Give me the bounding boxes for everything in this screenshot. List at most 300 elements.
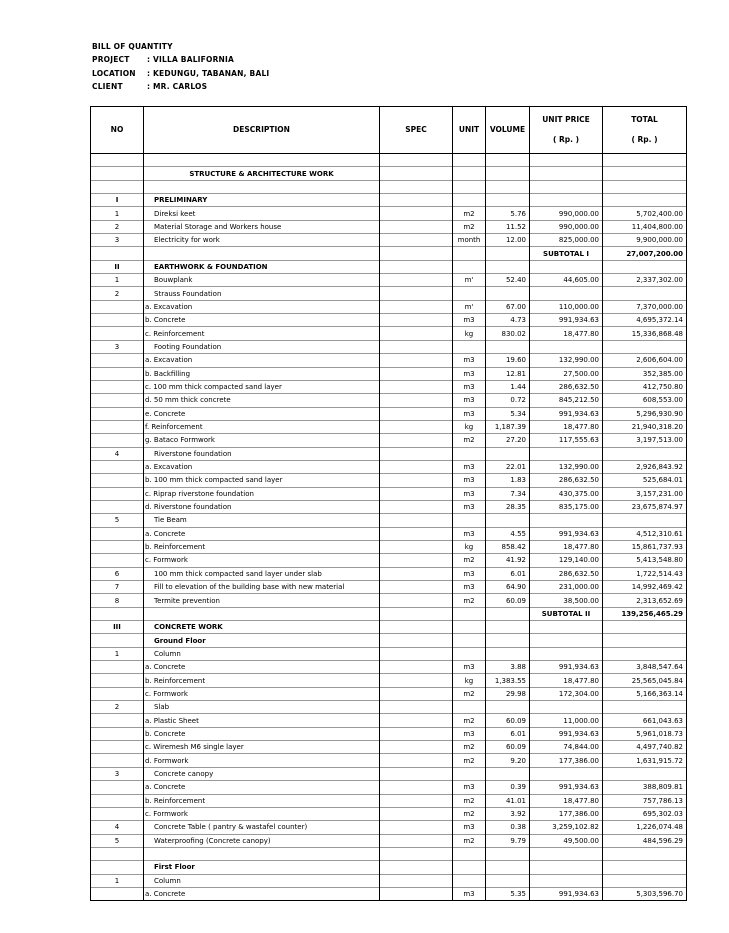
cell-no xyxy=(91,314,144,327)
cell-volume: 41.92 xyxy=(486,554,530,567)
cell-total: 4,512,310.61 xyxy=(603,527,687,540)
cell-unit-price xyxy=(530,340,603,353)
cell-spec xyxy=(380,194,453,207)
cell-unit-price xyxy=(530,647,603,660)
cell-volume: 6.01 xyxy=(486,727,530,740)
cell-total: 412,750.80 xyxy=(603,380,687,393)
cell-unit xyxy=(453,861,486,874)
cell-unit: m3 xyxy=(453,527,486,540)
cell-unit: m2 xyxy=(453,714,486,727)
document-header xyxy=(92,40,269,94)
cell-spec xyxy=(380,407,453,420)
table-row-blank xyxy=(91,847,687,860)
cell-unit-price: 18,477.80 xyxy=(530,327,603,340)
cell-no xyxy=(91,687,144,700)
cell-unit xyxy=(453,287,486,300)
cell-unit: m3 xyxy=(453,500,486,513)
cell-total xyxy=(603,154,687,167)
cell-description: Strauss Foundation xyxy=(144,287,380,300)
cell-description: Column xyxy=(144,874,380,887)
unit-price-currency: ( Rp. ) xyxy=(552,135,580,144)
cell-volume xyxy=(486,340,530,353)
unit-price-label: UNIT PRICE xyxy=(542,115,590,124)
cell-unit xyxy=(453,447,486,460)
cell-total xyxy=(603,634,687,647)
cell-volume xyxy=(486,514,530,527)
cell-total xyxy=(603,194,687,207)
cell-spec xyxy=(380,314,453,327)
table-row-sub xyxy=(91,727,687,740)
cell-volume: 12.81 xyxy=(486,367,530,380)
cell-unit: m2 xyxy=(453,741,486,754)
cell-total xyxy=(603,701,687,714)
project-line xyxy=(92,53,269,66)
cell-no xyxy=(91,434,144,447)
cell-total: 5,413,548.80 xyxy=(603,554,687,567)
table-row-item xyxy=(91,207,687,220)
cell-spec xyxy=(380,434,453,447)
table-row-sub xyxy=(91,540,687,553)
cell-total xyxy=(603,767,687,780)
cell-no xyxy=(91,327,144,340)
cell-no xyxy=(91,460,144,473)
table-row-sub xyxy=(91,674,687,687)
table-body xyxy=(91,154,687,901)
cell-unit-price: 11,000.00 xyxy=(530,714,603,727)
cell-description: d. Riverstone foundation xyxy=(144,500,380,513)
table-row-sub xyxy=(91,714,687,727)
cell-total xyxy=(603,621,687,634)
cell-volume: 858.42 xyxy=(486,540,530,553)
cell-unit: m3 xyxy=(453,581,486,594)
cell-total xyxy=(603,287,687,300)
cell-total: 23,675,874.97 xyxy=(603,500,687,513)
cell-unit: kg xyxy=(453,674,486,687)
cell-no: 1 xyxy=(91,874,144,887)
cell-description: d. Formwork xyxy=(144,754,380,767)
cell-spec xyxy=(380,581,453,594)
cell-volume xyxy=(486,767,530,780)
cell-total: 695,302.03 xyxy=(603,807,687,820)
cell-description: d. 50 mm thick concrete xyxy=(144,394,380,407)
table-row-sub xyxy=(91,661,687,674)
table-row-sub xyxy=(91,754,687,767)
cell-total: 352,385.00 xyxy=(603,367,687,380)
cell-description: b. Concrete xyxy=(144,314,380,327)
cell-volume: 11.52 xyxy=(486,220,530,233)
cell-unit: m2 xyxy=(453,687,486,700)
cell-description: a. Concrete xyxy=(144,527,380,540)
cell-total: 2,313,652.69 xyxy=(603,594,687,607)
cell-unit: m2 xyxy=(453,434,486,447)
cell-unit xyxy=(453,607,486,620)
cell-spec xyxy=(380,794,453,807)
cell-no xyxy=(91,781,144,794)
cell-spec xyxy=(380,367,453,380)
cell-no xyxy=(91,554,144,567)
cell-spec xyxy=(380,567,453,580)
table-row-sub xyxy=(91,354,687,367)
col-no-header: NO xyxy=(91,107,144,154)
cell-total: 7,370,000.00 xyxy=(603,300,687,313)
cell-unit-price xyxy=(530,260,603,273)
cell-unit-price: 430,375.00 xyxy=(530,487,603,500)
cell-no: 5 xyxy=(91,834,144,847)
cell-description: CONCRETE WORK xyxy=(144,621,380,634)
cell-description: a. Excavation xyxy=(144,354,380,367)
table-row-section xyxy=(91,194,687,207)
cell-total: 525,684.01 xyxy=(603,474,687,487)
cell-volume: 0.72 xyxy=(486,394,530,407)
cell-unit: m2 xyxy=(453,794,486,807)
table-row-sub xyxy=(91,487,687,500)
table-row-sub xyxy=(91,781,687,794)
cell-unit-price xyxy=(530,701,603,714)
cell-description: b. Reinforcement xyxy=(144,674,380,687)
cell-volume: 9.79 xyxy=(486,834,530,847)
cell-spec xyxy=(380,781,453,794)
cell-no xyxy=(91,714,144,727)
cell-spec xyxy=(380,287,453,300)
cell-spec xyxy=(380,821,453,834)
cell-unit xyxy=(453,634,486,647)
table-header xyxy=(91,107,687,154)
cell-unit-price xyxy=(530,287,603,300)
cell-unit: m3 xyxy=(453,460,486,473)
cell-description: STRUCTURE & ARCHITECTURE WORK xyxy=(144,167,380,180)
cell-total: 388,809.81 xyxy=(603,781,687,794)
cell-volume: 4.73 xyxy=(486,314,530,327)
table-row-item xyxy=(91,340,687,353)
cell-no xyxy=(91,300,144,313)
cell-no: 1 xyxy=(91,647,144,660)
cell-total: 1,631,915.72 xyxy=(603,754,687,767)
cell-volume: 19.60 xyxy=(486,354,530,367)
cell-unit-price xyxy=(530,514,603,527)
cell-unit-price xyxy=(530,194,603,207)
cell-spec xyxy=(380,394,453,407)
table-row-section xyxy=(91,634,687,647)
cell-total xyxy=(603,180,687,193)
cell-volume: 27.20 xyxy=(486,434,530,447)
cell-spec xyxy=(380,834,453,847)
cell-description: Bouwplank xyxy=(144,274,380,287)
cell-unit-price: 38,500.00 xyxy=(530,594,603,607)
cell-no xyxy=(91,380,144,393)
cell-no: 5 xyxy=(91,514,144,527)
table-row-sub xyxy=(91,741,687,754)
cell-no xyxy=(91,247,144,260)
table-row-sub xyxy=(91,794,687,807)
cell-unit-price: 18,477.80 xyxy=(530,674,603,687)
cell-volume: 0.38 xyxy=(486,821,530,834)
cell-volume: 67.00 xyxy=(486,300,530,313)
cell-volume: 29.98 xyxy=(486,687,530,700)
location-value: : KEDUNGU, TABANAN, BALI xyxy=(147,68,270,78)
cell-volume: 22.01 xyxy=(486,460,530,473)
cell-unit: m2 xyxy=(453,207,486,220)
cell-volume xyxy=(486,154,530,167)
cell-volume xyxy=(486,287,530,300)
cell-volume xyxy=(486,874,530,887)
cell-no: I xyxy=(91,194,144,207)
cell-unit xyxy=(453,260,486,273)
cell-volume: 5.34 xyxy=(486,407,530,420)
cell-no xyxy=(91,674,144,687)
cell-no xyxy=(91,847,144,860)
cell-no: 2 xyxy=(91,701,144,714)
cell-no: 2 xyxy=(91,287,144,300)
col-unit-header: UNIT xyxy=(453,107,486,154)
cell-no xyxy=(91,807,144,820)
table-row-subtotal xyxy=(91,607,687,620)
cell-unit-price: 74,844.00 xyxy=(530,741,603,754)
cell-description: Footing Foundation xyxy=(144,340,380,353)
table-row-item xyxy=(91,834,687,847)
cell-spec xyxy=(380,327,453,340)
cell-unit-price: 825,000.00 xyxy=(530,234,603,247)
cell-no: 1 xyxy=(91,274,144,287)
cell-spec xyxy=(380,380,453,393)
cell-no: 4 xyxy=(91,821,144,834)
cell-unit-price: 991,934.63 xyxy=(530,887,603,900)
cell-spec xyxy=(380,474,453,487)
cell-spec xyxy=(380,607,453,620)
cell-total: 608,553.00 xyxy=(603,394,687,407)
cell-unit: m3 xyxy=(453,367,486,380)
cell-total: 5,303,596.70 xyxy=(603,887,687,900)
table-row-sub xyxy=(91,500,687,513)
cell-unit-price: 44,605.00 xyxy=(530,274,603,287)
cell-description: c. Wiremesh M6 single layer xyxy=(144,741,380,754)
cell-volume xyxy=(486,607,530,620)
cell-description: b. 100 mm thick compacted sand layer xyxy=(144,474,380,487)
cell-no: III xyxy=(91,621,144,634)
cell-description: 100 mm thick compacted sand layer under slab xyxy=(144,567,380,580)
table-row-sub xyxy=(91,687,687,700)
cell-no xyxy=(91,887,144,900)
cell-volume: 1,187.39 xyxy=(486,420,530,433)
total-currency: ( Rp. ) xyxy=(631,135,658,144)
cell-unit-price xyxy=(530,621,603,634)
table-row-sub xyxy=(91,314,687,327)
cell-spec xyxy=(380,634,453,647)
cell-spec xyxy=(380,234,453,247)
cell-unit-price xyxy=(530,767,603,780)
cell-no xyxy=(91,487,144,500)
cell-total xyxy=(603,874,687,887)
cell-volume xyxy=(486,647,530,660)
cell-spec xyxy=(380,687,453,700)
cell-unit-price xyxy=(530,447,603,460)
cell-description: b. Concrete xyxy=(144,727,380,740)
cell-unit-price: 991,934.63 xyxy=(530,727,603,740)
cell-no xyxy=(91,354,144,367)
cell-unit-price xyxy=(530,167,603,180)
table-row-sub xyxy=(91,420,687,433)
cell-spec xyxy=(380,861,453,874)
table-row-blank xyxy=(91,180,687,193)
cell-unit-price: 18,477.80 xyxy=(530,540,603,553)
cell-unit-price: 172,304.00 xyxy=(530,687,603,700)
table-row-sub xyxy=(91,394,687,407)
cell-unit-price: 231,000.00 xyxy=(530,581,603,594)
cell-unit: m3 xyxy=(453,781,486,794)
table-row-item xyxy=(91,287,687,300)
total-label: TOTAL xyxy=(631,115,658,124)
cell-no xyxy=(91,367,144,380)
cell-total xyxy=(603,340,687,353)
cell-spec xyxy=(380,674,453,687)
cell-unit-price: SUBTOTAL I xyxy=(530,247,603,260)
cell-total xyxy=(603,647,687,660)
cell-unit-price: 110,000.00 xyxy=(530,300,603,313)
cell-description: c. Formwork xyxy=(144,554,380,567)
col-volume-header: VOLUME xyxy=(486,107,530,154)
cell-description: a. Concrete xyxy=(144,887,380,900)
cell-unit: kg xyxy=(453,327,486,340)
table-row-sub xyxy=(91,474,687,487)
cell-spec xyxy=(380,260,453,273)
cell-description: c. Formwork xyxy=(144,687,380,700)
table-row-section xyxy=(91,621,687,634)
cell-unit-price: 132,990.00 xyxy=(530,460,603,473)
cell-description: EARTHWORK & FOUNDATION xyxy=(144,260,380,273)
cell-unit-price: 286,632.50 xyxy=(530,474,603,487)
cell-unit-price: 129,140.00 xyxy=(530,554,603,567)
cell-no xyxy=(91,661,144,674)
table-row-item xyxy=(91,220,687,233)
cell-no xyxy=(91,167,144,180)
cell-spec xyxy=(380,647,453,660)
cell-spec xyxy=(380,727,453,740)
cell-unit: m2 xyxy=(453,754,486,767)
cell-spec xyxy=(380,661,453,674)
cell-description: c. 100 mm thick compacted sand layer xyxy=(144,380,380,393)
cell-no xyxy=(91,727,144,740)
cell-description: Column xyxy=(144,647,380,660)
cell-spec xyxy=(380,340,453,353)
cell-total: 5,702,400.00 xyxy=(603,207,687,220)
cell-no xyxy=(91,420,144,433)
cell-description: a. Excavation xyxy=(144,460,380,473)
cell-spec xyxy=(380,807,453,820)
cell-volume: 1.83 xyxy=(486,474,530,487)
cell-description: Waterproofing (Concrete canopy) xyxy=(144,834,380,847)
cell-total: 27,007,200.00 xyxy=(603,247,687,260)
cell-spec xyxy=(380,514,453,527)
cell-unit-price: 991,934.63 xyxy=(530,314,603,327)
cell-volume: 3.92 xyxy=(486,807,530,820)
cell-unit xyxy=(453,247,486,260)
cell-unit xyxy=(453,154,486,167)
cell-description: Material Storage and Workers house xyxy=(144,220,380,233)
cell-unit: m' xyxy=(453,300,486,313)
cell-total: 139,256,465.29 xyxy=(603,607,687,620)
cell-spec xyxy=(380,540,453,553)
cell-no xyxy=(91,540,144,553)
col-spec-header: SPEC xyxy=(380,107,453,154)
cell-total: 14,992,469.42 xyxy=(603,581,687,594)
cell-no: 7 xyxy=(91,581,144,594)
table-row-subtotal xyxy=(91,247,687,260)
cell-volume xyxy=(486,861,530,874)
cell-spec xyxy=(380,447,453,460)
location-label: LOCATION xyxy=(92,68,136,78)
cell-total: 11,404,800.00 xyxy=(603,220,687,233)
cell-no xyxy=(91,634,144,647)
cell-no xyxy=(91,754,144,767)
cell-total xyxy=(603,847,687,860)
cell-spec xyxy=(380,247,453,260)
cell-spec xyxy=(380,460,453,473)
cell-unit-price xyxy=(530,861,603,874)
cell-unit-price: 18,477.80 xyxy=(530,794,603,807)
client-label: CLIENT xyxy=(92,82,123,92)
cell-unit xyxy=(453,874,486,887)
cell-total: 4,497,740.82 xyxy=(603,741,687,754)
cell-no xyxy=(91,394,144,407)
cell-unit-price: SUBTOTAL II xyxy=(530,607,603,620)
cell-volume: 1,383.55 xyxy=(486,674,530,687)
cell-spec xyxy=(380,741,453,754)
cell-unit: m3 xyxy=(453,727,486,740)
cell-volume xyxy=(486,634,530,647)
cell-volume: 7.34 xyxy=(486,487,530,500)
table-row-item xyxy=(91,874,687,887)
cell-no: II xyxy=(91,260,144,273)
cell-description xyxy=(144,180,380,193)
cell-total: 15,861,737.93 xyxy=(603,540,687,553)
cell-description: c. Riprap riverstone foundation xyxy=(144,487,380,500)
cell-unit-price: 3,259,102.82 xyxy=(530,821,603,834)
cell-spec xyxy=(380,500,453,513)
cell-description: Electricity for work xyxy=(144,234,380,247)
table-row-blank xyxy=(91,154,687,167)
cell-description: Concrete Table ( pantry & wastafel counter) xyxy=(144,821,380,834)
cell-total: 661,043.63 xyxy=(603,714,687,727)
table-row-item xyxy=(91,701,687,714)
cell-spec xyxy=(380,354,453,367)
cell-no xyxy=(91,407,144,420)
cell-unit xyxy=(453,767,486,780)
cell-spec xyxy=(380,220,453,233)
cell-volume xyxy=(486,167,530,180)
cell-unit xyxy=(453,340,486,353)
cell-volume xyxy=(486,701,530,714)
cell-total: 5,296,930.90 xyxy=(603,407,687,420)
cell-volume xyxy=(486,260,530,273)
cell-spec xyxy=(380,874,453,887)
boq-table xyxy=(90,106,687,901)
cell-spec xyxy=(380,701,453,714)
cell-unit-price: 177,386.00 xyxy=(530,807,603,820)
cell-unit xyxy=(453,847,486,860)
cell-description: b. Reinforcement xyxy=(144,794,380,807)
table-row-sub xyxy=(91,367,687,380)
cell-no: 4 xyxy=(91,447,144,460)
cell-no xyxy=(91,527,144,540)
col-total-header xyxy=(603,107,687,154)
cell-volume: 60.09 xyxy=(486,741,530,754)
cell-volume xyxy=(486,247,530,260)
cell-spec xyxy=(380,167,453,180)
cell-unit-price xyxy=(530,180,603,193)
cell-description: Termite prevention xyxy=(144,594,380,607)
cell-unit: kg xyxy=(453,540,486,553)
cell-spec xyxy=(380,180,453,193)
cell-no xyxy=(91,607,144,620)
